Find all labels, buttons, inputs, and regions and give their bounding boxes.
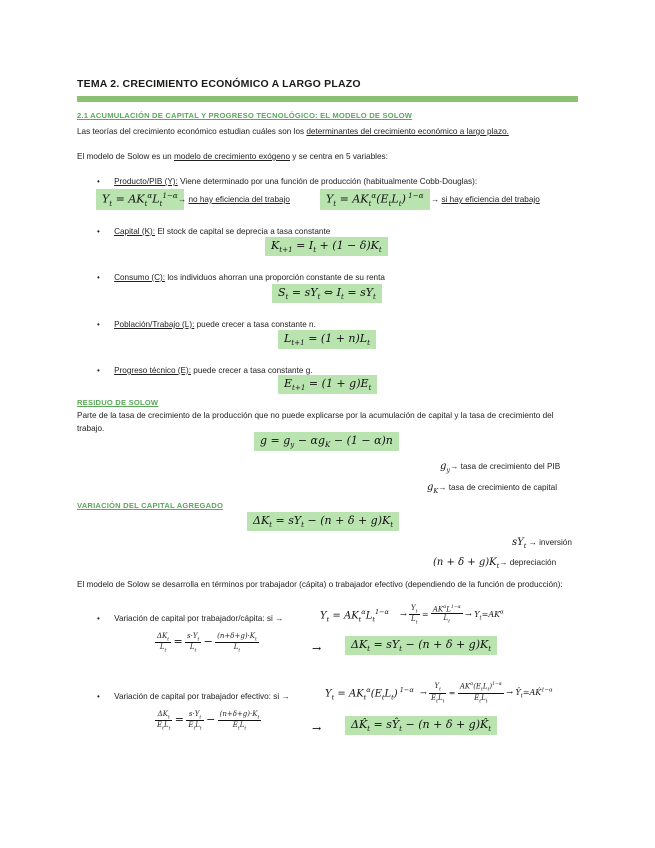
formula-efectivo-prod: $Y_t = AK_t^\alpha(E_tL_t)$ $^{1-\alpha}$ <box>325 686 414 702</box>
poblacion-label: Población/Trabajo (L): <box>114 320 195 329</box>
frac-dep-el: $\frac{(n+\delta+g)\cdot K_t}{E_tL_t}$ <box>219 710 260 732</box>
equals-sign: = <box>173 635 183 649</box>
intro-text: Las teorías del crecimiento económico estudian cuáles son los <box>77 127 307 136</box>
arrow-icon: → <box>431 195 440 204</box>
arrow-icon: → <box>281 692 290 701</box>
solow-text-b: y se centra en 5 variables: <box>290 152 388 161</box>
formula-cobb-douglas: $Y_t = AK_t^\alpha L_t^{1-\alpha}$ <box>96 189 184 210</box>
residuo-paragraph: Parte de la tasa de crecimiento de la producción que no puede explicarse por la acumulación de capital y la tasa de crecimiento del trabajo. <box>77 411 554 433</box>
list-item-variacion-efectivo <box>97 690 290 703</box>
list-item-pib <box>97 175 477 188</box>
arrow-icon: → <box>499 558 508 567</box>
legend-gk <box>427 482 557 495</box>
formula-progreso: $E_{t+1} = (1 + g)E_t$ <box>278 375 377 394</box>
frac-sy-el: $\frac{s\cdot Y_t}{E_tL_t}$ <box>188 710 202 732</box>
legend-inversion <box>512 537 572 550</box>
pib-label: Producto/PIB (Y): <box>114 177 178 186</box>
arrow-icon: → <box>438 483 447 492</box>
pib-si-label: si hay eficiencia del trabajo <box>441 195 540 204</box>
frac-dep-l: $\frac{(n+\delta+g)\cdot K_t}{L_t}$ <box>217 632 257 654</box>
poblacion-text: puede crecer a tasa constante n. <box>194 320 316 329</box>
bullet-icon: • <box>97 227 100 236</box>
gk-symbol: $g_K$ <box>427 482 439 495</box>
minus-sign: − <box>203 635 213 649</box>
arrow-icon: → <box>450 462 459 471</box>
equals-sign: = <box>421 610 429 620</box>
bullet-icon: • <box>97 692 100 701</box>
frac-y-el: $\frac{Y_t}{E_tL_t}$ <box>431 682 445 704</box>
arrow-icon: → <box>275 614 284 623</box>
formula-residuo: $g = g_y - \alpha g_K - (1 - \alpha)n$ <box>254 432 399 451</box>
section-heading-solow: 2.1 ACUMULACIÓN DE CAPITAL Y PROGRESO TECNOLÓGICO: EL MODELO DE SOLOW <box>77 111 413 120</box>
formula-capita-result: $\Delta K_t = sY_t - (n + \delta + g)K_t$ <box>345 636 497 655</box>
result-capita: → $Y_t=AK^\alpha$ <box>465 609 504 622</box>
formula-efectivo-ratio <box>420 682 552 704</box>
equals-sign: = <box>174 713 184 727</box>
consumo-text: los individuos ahorran una proporción constante de su renta <box>165 273 385 282</box>
consumo-label: Consumo (C): <box>114 273 166 282</box>
formula-capital: $K_{t+1} = I_t + (1 - \delta)K_t$ <box>265 237 388 256</box>
gy-symbol: $g_y$ <box>440 461 451 474</box>
section-heading-residuo: RESIDUO DE SOLOW <box>77 398 159 407</box>
formula-capita-ratio <box>400 604 504 626</box>
depreciacion-text: depreciación <box>509 558 557 567</box>
formula-ahorro: $S_t = sY_t$ ⇔ $I_t = sY_t$ <box>272 284 382 303</box>
pib-no-label: no hay eficiencia del trabajo <box>188 195 290 204</box>
solow-paragraph <box>77 150 388 163</box>
frac-sy-l: $\frac{s\cdot Y_t}{L_t}$ <box>187 632 200 654</box>
equals-sign: = <box>448 688 456 698</box>
arrow-icon: → <box>400 610 407 620</box>
frac-dk-l: $\frac{\Delta K_t}{L_t}$ <box>157 632 170 654</box>
pib-text: Viene determinado por una función de producción (habitualmente Cobb-Douglas): <box>177 177 478 186</box>
bullet-icon: • <box>97 614 100 623</box>
list-item-variacion-capita <box>97 612 283 625</box>
frac-akel-el: $\frac{AK^\alpha(E_tL_t)^{1-\alpha}}{E_tL_t}$ <box>459 682 502 705</box>
item2-text: Variación de capital por trabajador efectivo: si <box>114 692 280 701</box>
arrow-icon: → <box>420 688 427 698</box>
formula-capita-prod: $Y_t = AK_t^\alpha L_t^{1-\alpha}$ <box>320 608 389 624</box>
section-heading-variacion: VARIACIÓN DEL CAPITAL AGREGADO <box>77 501 224 510</box>
depr-symbol: $(n + \delta + g)K_t$ <box>433 557 500 570</box>
list-item-consumo <box>97 271 385 284</box>
title-underline-bar <box>77 96 578 102</box>
variacion-paragraph: El modelo de Solow se desarrolla en términos por trabajador (cápita) o trabajador efectivo (dependiendo de la función de producción): <box>77 580 563 589</box>
intro-paragraph <box>77 125 509 138</box>
intro-underlined: determinantes del crecimiento económico a largo plazo. <box>306 127 509 136</box>
result-efectivo: → $Ŷ_t=AK̂^{1-\alpha}$ <box>506 687 553 700</box>
arrow-icon: → <box>312 642 322 655</box>
capital-text: El stock de capital se deprecia a tasa constante <box>155 227 331 236</box>
arrow-icon: → <box>312 722 322 735</box>
item1-text: Variación de capital por trabajador/cápita: si <box>114 614 273 623</box>
inversion-text: inversión <box>539 538 572 547</box>
formula-efectivo-deriv <box>155 710 261 732</box>
solow-underlined: modelo de crecimiento exógeno <box>173 152 291 161</box>
gk-text: tasa de crecimiento de capital <box>448 483 558 492</box>
legend-depreciacion <box>433 557 556 570</box>
arrow-icon: → <box>528 538 537 547</box>
progreso-text: puede crecer a tasa constante g. <box>191 366 313 375</box>
bullet-icon: • <box>97 366 100 375</box>
sy-symbol: $sY_t$ <box>512 537 527 550</box>
minus-sign: − <box>206 713 216 727</box>
frac-akl-l: $\frac{AK^\alpha L^{1-\alpha}}{L_t}$ <box>432 605 461 625</box>
formula-variacion-capital: $\Delta K_t = sY_t - (n + \delta + g)K_t$ <box>247 512 399 531</box>
capital-label: Capital (K): <box>114 227 156 236</box>
formula-cobb-douglas-eficiencia: $Y_t = AK_t^\alpha(E_tL_t)$ $^{1-\alpha}$ <box>320 189 430 210</box>
bullet-icon: • <box>97 320 100 329</box>
pib-si-eficiencia <box>431 193 540 206</box>
formula-capita-deriv <box>155 632 259 654</box>
arrow-icon: → <box>178 195 187 204</box>
progreso-label: Progreso técnico (E): <box>114 366 191 375</box>
bullet-icon: • <box>97 177 100 186</box>
pib-no-eficiencia <box>178 193 290 206</box>
gy-text: tasa de crecimiento del PIB <box>460 462 561 471</box>
formula-poblacion: $L_{t+1} = (1 + n)L_t$ <box>278 330 376 349</box>
formula-efectivo-result: $\Delta K̂_t$ = $sŶ_t - (n + \delta$ + $g)K̂_t$ <box>345 716 497 735</box>
frac-y-l: $\frac{Y_t}{L_t}$ <box>411 604 418 626</box>
page-title: TEMA 2. CRECIMIENTO ECONÓMICO A LARGO PLAZO <box>77 78 361 90</box>
frac-dk-el: $\frac{\Delta K_t}{E_tL_t}$ <box>157 710 171 732</box>
legend-gy <box>440 461 560 474</box>
bullet-icon: • <box>97 273 100 282</box>
solow-text-a: El modelo de Solow es un <box>77 152 174 161</box>
